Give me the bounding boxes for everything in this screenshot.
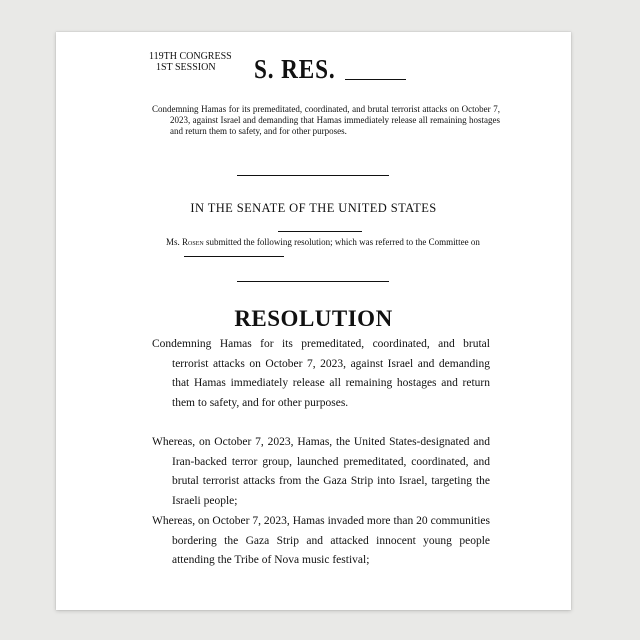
caption-summary: Condemning Hamas for its premeditated, coordinated, and brutal terrorist attacks on October 7, 2023, against Israel and demanding that Hamas immediately release all remaining hostages and return them to safety, and for other purposes. (152, 104, 500, 136)
congress-session-block (149, 51, 232, 73)
resolution-heading: RESOLUTION (234, 306, 393, 331)
session-label: 1ST SESSION (156, 62, 216, 73)
committee-blank (184, 248, 284, 257)
document-page (56, 32, 571, 610)
divider-rule (237, 175, 389, 176)
short-divider-rule (278, 231, 362, 232)
congress-label: 119TH CONGRESS (149, 51, 232, 62)
sponsor-title: Ms. (166, 237, 180, 247)
whereas-clause-2: Whereas, on October 7, 2023, Hamas invaded more than 20 communities bordering the Gaza Strip and attacked innocent young people attending the Tribe of Nova music festival; (152, 515, 490, 567)
divider-rule-2 (237, 281, 389, 282)
bill-number-blank (345, 79, 406, 80)
resolution-title-paragraph: Condemning Hamas for its premeditated, coordinated, and brutal terrorist attacks on October 7, 2023, against Israel and demanding that Hamas immediately release all remaining hostages and return them to safety, and for other purposes. (152, 338, 490, 409)
whereas-clause-1: Whereas, on October 7, 2023, Hamas, the United States-designated and Iran-backed terror group, launched premeditated, coordinated, and brutal terrorist attacks from the Gaza Strip into Israel, targeting the Israeli people; (152, 436, 490, 507)
bill-number: S. RES. (254, 54, 336, 84)
senate-heading: IN THE SENATE OF THE UNITED STATES (190, 201, 437, 215)
submission-text: submitted the following resolution; which was referred to the Committee on (205, 237, 480, 247)
submission-line (166, 236, 489, 260)
sponsor-name: Rosen (182, 237, 204, 247)
